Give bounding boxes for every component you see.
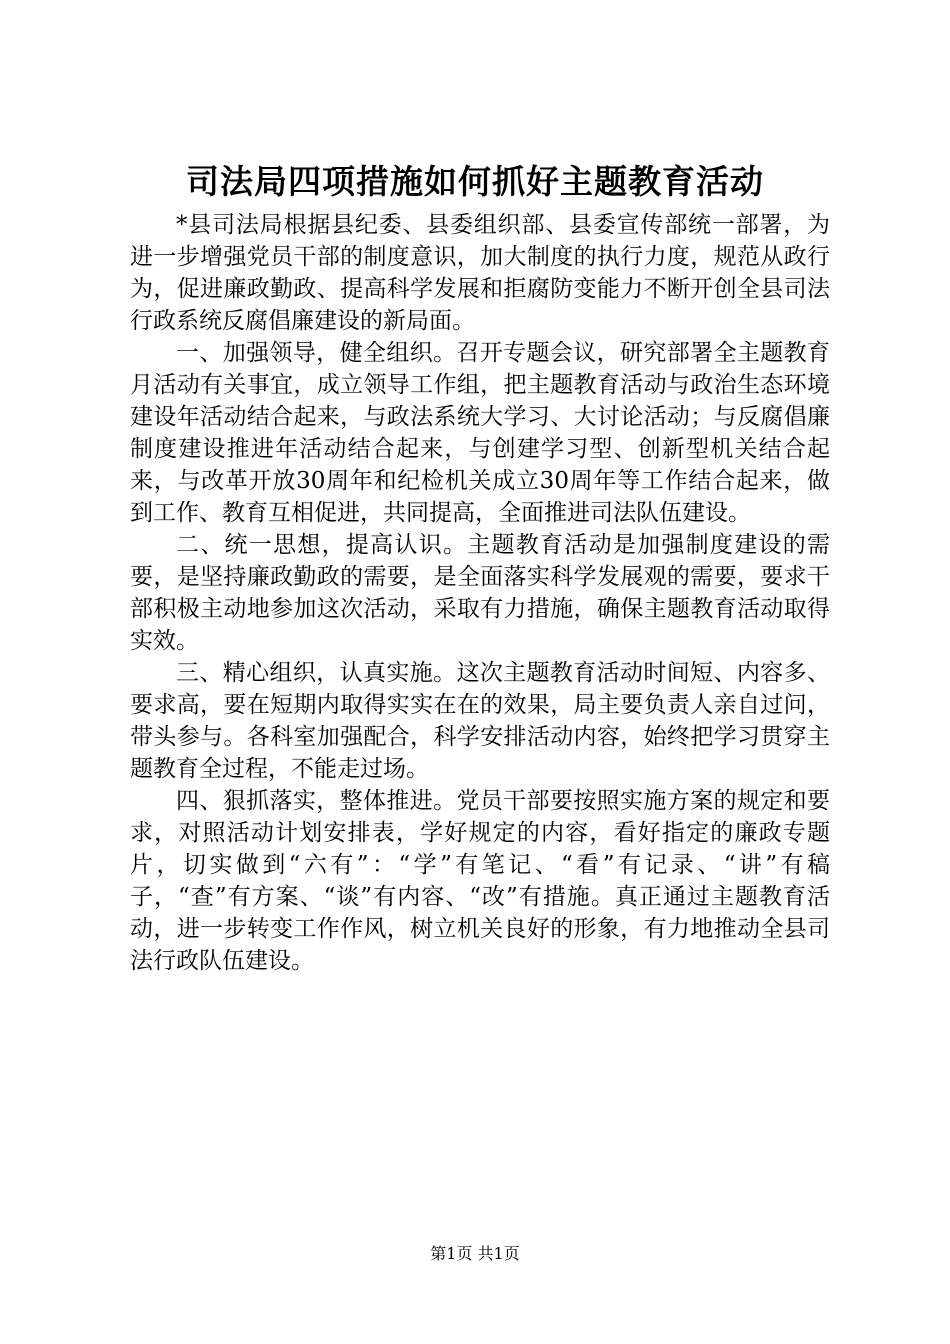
page-number-footer: 第1页 共1页	[430, 1244, 520, 1263]
paragraph-section-4: 四、狠抓落实，整体推进。党员干部要按照实施方案的规定和要求，对照活动计划安排表，学好规定的内容，看好指定的廉政专题片，切实做到“六有”：“学”有笔记、“看”有记录、“讲”有稿子，“查”有方案、“谈”有内容、“改”有措施。真正通过主题教育活动，进一步转变工作作风，树立机关良好的形象，有力地推动全县司法行政队伍建设。	[130, 788, 830, 974]
paragraph-section-3: 三、精心组织，认真实施。这次主题教育活动时间短、内容多、要求高，要在短期内取得实实在在的效果，局主要负责人亲自过问，带头参与。各科室加强配合，科学安排活动内容，始终把学习贯穿主题教育全过程，不能走过场。	[130, 660, 830, 782]
paragraph-section-2: 二、统一思想，提高认识。主题教育活动是加强制度建设的需要，是坚持廉政勤政的需要，是全面落实科学发展观的需要，要求干部积极主动地参加这次活动，采取有力措施，确保主题教育活动取得实效。	[130, 532, 830, 654]
paragraph-section-1: 一、加强领导，健全组织。召开专题会议，研究部署全主题教育月活动有关事宜，成立领导工作组，把主题教育活动与政治生态环境建设年活动结合起来，与政法系统大学习、大讨论活动；与反腐倡廉制度建设推进年活动结合起来，与创建学习型、创新型机关结合起来，与改革开放30周年和纪检机关成立30周年等工作结合起来，做到工作、教育互相促进，共同提高，全面推进司法队伍建设。	[130, 340, 830, 526]
document-title: 司法局四项措施如何抓好主题教育活动	[186, 162, 764, 201]
paragraph-intro: *县司法局根据县纪委、县委组织部、县委宣传部统一部署，为进一步增强党员干部的制度意识，加大制度的执行力度，规范从政行为，促进廉政勤政、提高科学发展和拒腐防变能力不断开创全县司法行政系统反腐倡廉建设的新局面。	[130, 212, 830, 334]
document-body	[130, 209, 830, 977]
